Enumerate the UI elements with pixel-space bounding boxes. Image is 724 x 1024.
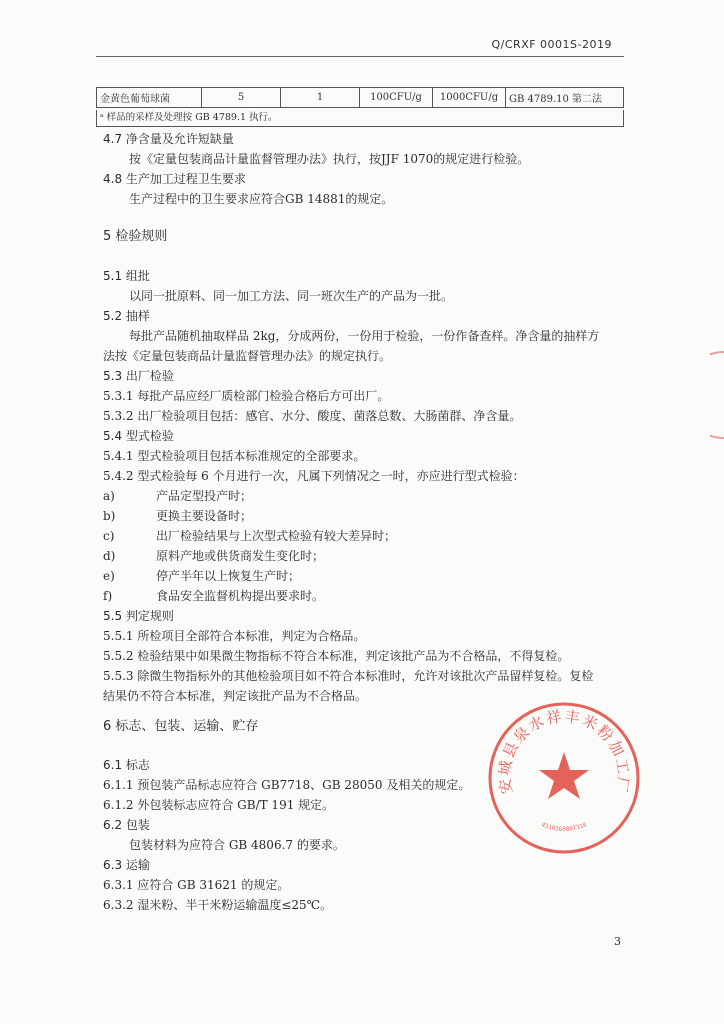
edge-seal-fragment (710, 350, 724, 440)
table-cell: 1 (281, 88, 360, 108)
table-cell: 金黄色葡萄球菌 (97, 88, 202, 108)
list-item-text: 出厂检验结果与上次型式检验有较大差异时； (156, 529, 397, 543)
subsection-heading: 5.5 判定规则 (103, 609, 174, 623)
table-footnote: ᵃ 样品的采样及处理按 GB 4789.1 执行。 (96, 110, 624, 127)
list-item-text: 更换主要设备时； (156, 509, 253, 523)
header-rule (96, 56, 624, 57)
paragraph-line: 以同一批原料、同一加工方法、同一班次生产的产品为一批。 (129, 289, 454, 303)
list-item-label: e) (103, 569, 115, 583)
paragraph-line: 6.3.1 应符合 GB 31621 的规定。 (103, 878, 290, 892)
section-heading: 6 标志、包装、运输、贮存 (103, 719, 259, 734)
list-item-label: a) (103, 489, 115, 503)
paragraph-line: 5.3.1 每批产品应经厂质检部门检验合格后方可出厂。 (103, 389, 390, 403)
header-standard-code: Q/CRXF 0001S-2019 (491, 38, 612, 51)
svg-text:4310360007318: 4310360007318 (540, 821, 588, 833)
paragraph-line: 5.5.3 除微生物指标外的其他检验项目如不符合本标准时，允许对该批次产品留样复检。复检 (103, 669, 594, 683)
paragraph-line: 6.3.2 湿米粉、半干米粉运输温度≤25℃。 (103, 898, 333, 912)
paragraph-line: 生产过程中的卫生要求应符合GB 14881的规定。 (129, 192, 394, 206)
list-item-text: 停产半年以上恢复生产时； (156, 569, 301, 583)
list-item-label: d) (103, 549, 116, 563)
paragraph-line: 5.5.2 检验结果中如果微生物指标不符合本标准，判定该批产品为不合格品，不得复检。 (103, 649, 570, 663)
subsection-heading: 6.2 包装 (103, 818, 150, 832)
paragraph-line: 6.1.2 外包装标志应符合 GB/T 191 规定。 (103, 798, 335, 812)
paragraph-line: 法按《定量包装商品计量监督管理办法》的规定执行。 (103, 349, 392, 363)
svg-text:安城县泉水祥丰米粉加工厂: 安城县泉水祥丰米粉加工厂 (495, 707, 633, 796)
subsection-heading: 5.4 型式检验 (103, 429, 174, 443)
table-row (97, 88, 624, 108)
subsection-heading: 4.7 净含量及允许短缺量 (103, 132, 234, 146)
subsection-heading: 5.3 出厂检验 (103, 369, 174, 383)
list-item-text: 食品安全监督机构提出要求时。 (156, 589, 325, 603)
microbiology-table (96, 87, 624, 108)
list-item (103, 588, 324, 604)
paragraph-line: 6.1.1 预包装产品标志应符合 GB7718、GB 28050 及相关的规定。 (103, 778, 471, 792)
paragraph-line: 5.4.1 型式检验项目包括本标准规定的全部要求。 (103, 449, 366, 463)
list-item-label: c) (103, 529, 115, 543)
list-item (103, 548, 324, 564)
list-item-text: 产品定型投产时； (156, 489, 253, 503)
table-cell: 100CFU/g (360, 88, 433, 108)
paragraph-line: 每批产品随机抽取样品 2kg，分成两份，一份用于检验，一份作备查样。净含量的抽样方 (129, 329, 600, 343)
company-seal (486, 700, 642, 856)
subsection-heading: 4.8 生产加工过程卫生要求 (103, 172, 246, 186)
paragraph-line: 结果仍不符合本标准，判定该批产品为不合格品。 (103, 689, 368, 703)
list-item (103, 528, 396, 544)
table-cell: 1000CFU/g (433, 88, 506, 108)
paragraph-line: 5.3.2 出厂检验项目包括：感官、水分、酸度、菌落总数、大肠菌群、净含量。 (103, 409, 522, 423)
list-item-label: f) (103, 589, 113, 603)
page-number: 3 (614, 935, 621, 948)
subsection-heading: 5.1 组批 (103, 269, 150, 283)
paragraph-line: 5.5.1 所检项目全部符合本标准，判定为合格品。 (103, 629, 366, 643)
list-item (103, 488, 252, 504)
subsection-heading: 6.1 标志 (103, 758, 150, 772)
subsection-heading: 5.2 抽样 (103, 309, 150, 323)
list-item (103, 508, 252, 524)
subsection-heading: 6.3 运输 (103, 858, 150, 872)
table-cell: GB 4789.10 第二法 (506, 88, 624, 108)
paragraph-line: 5.4.2 型式检验每 6 个月进行一次，凡属下列情况之一时，亦应进行型式检验： (103, 469, 525, 483)
list-item-text: 原料产地或供货商发生变化时； (156, 549, 325, 563)
table-cell: 5 (202, 88, 281, 108)
list-item (103, 568, 300, 584)
paragraph-line: 按《定量包装商品计量监督管理办法》执行，按JJF 1070的规定进行检验。 (129, 152, 530, 166)
paragraph-line: 包装材料为应符合 GB 4806.7 的要求。 (129, 838, 345, 852)
list-item-label: b) (103, 509, 116, 523)
section-heading: 5 检验规则 (103, 229, 168, 244)
